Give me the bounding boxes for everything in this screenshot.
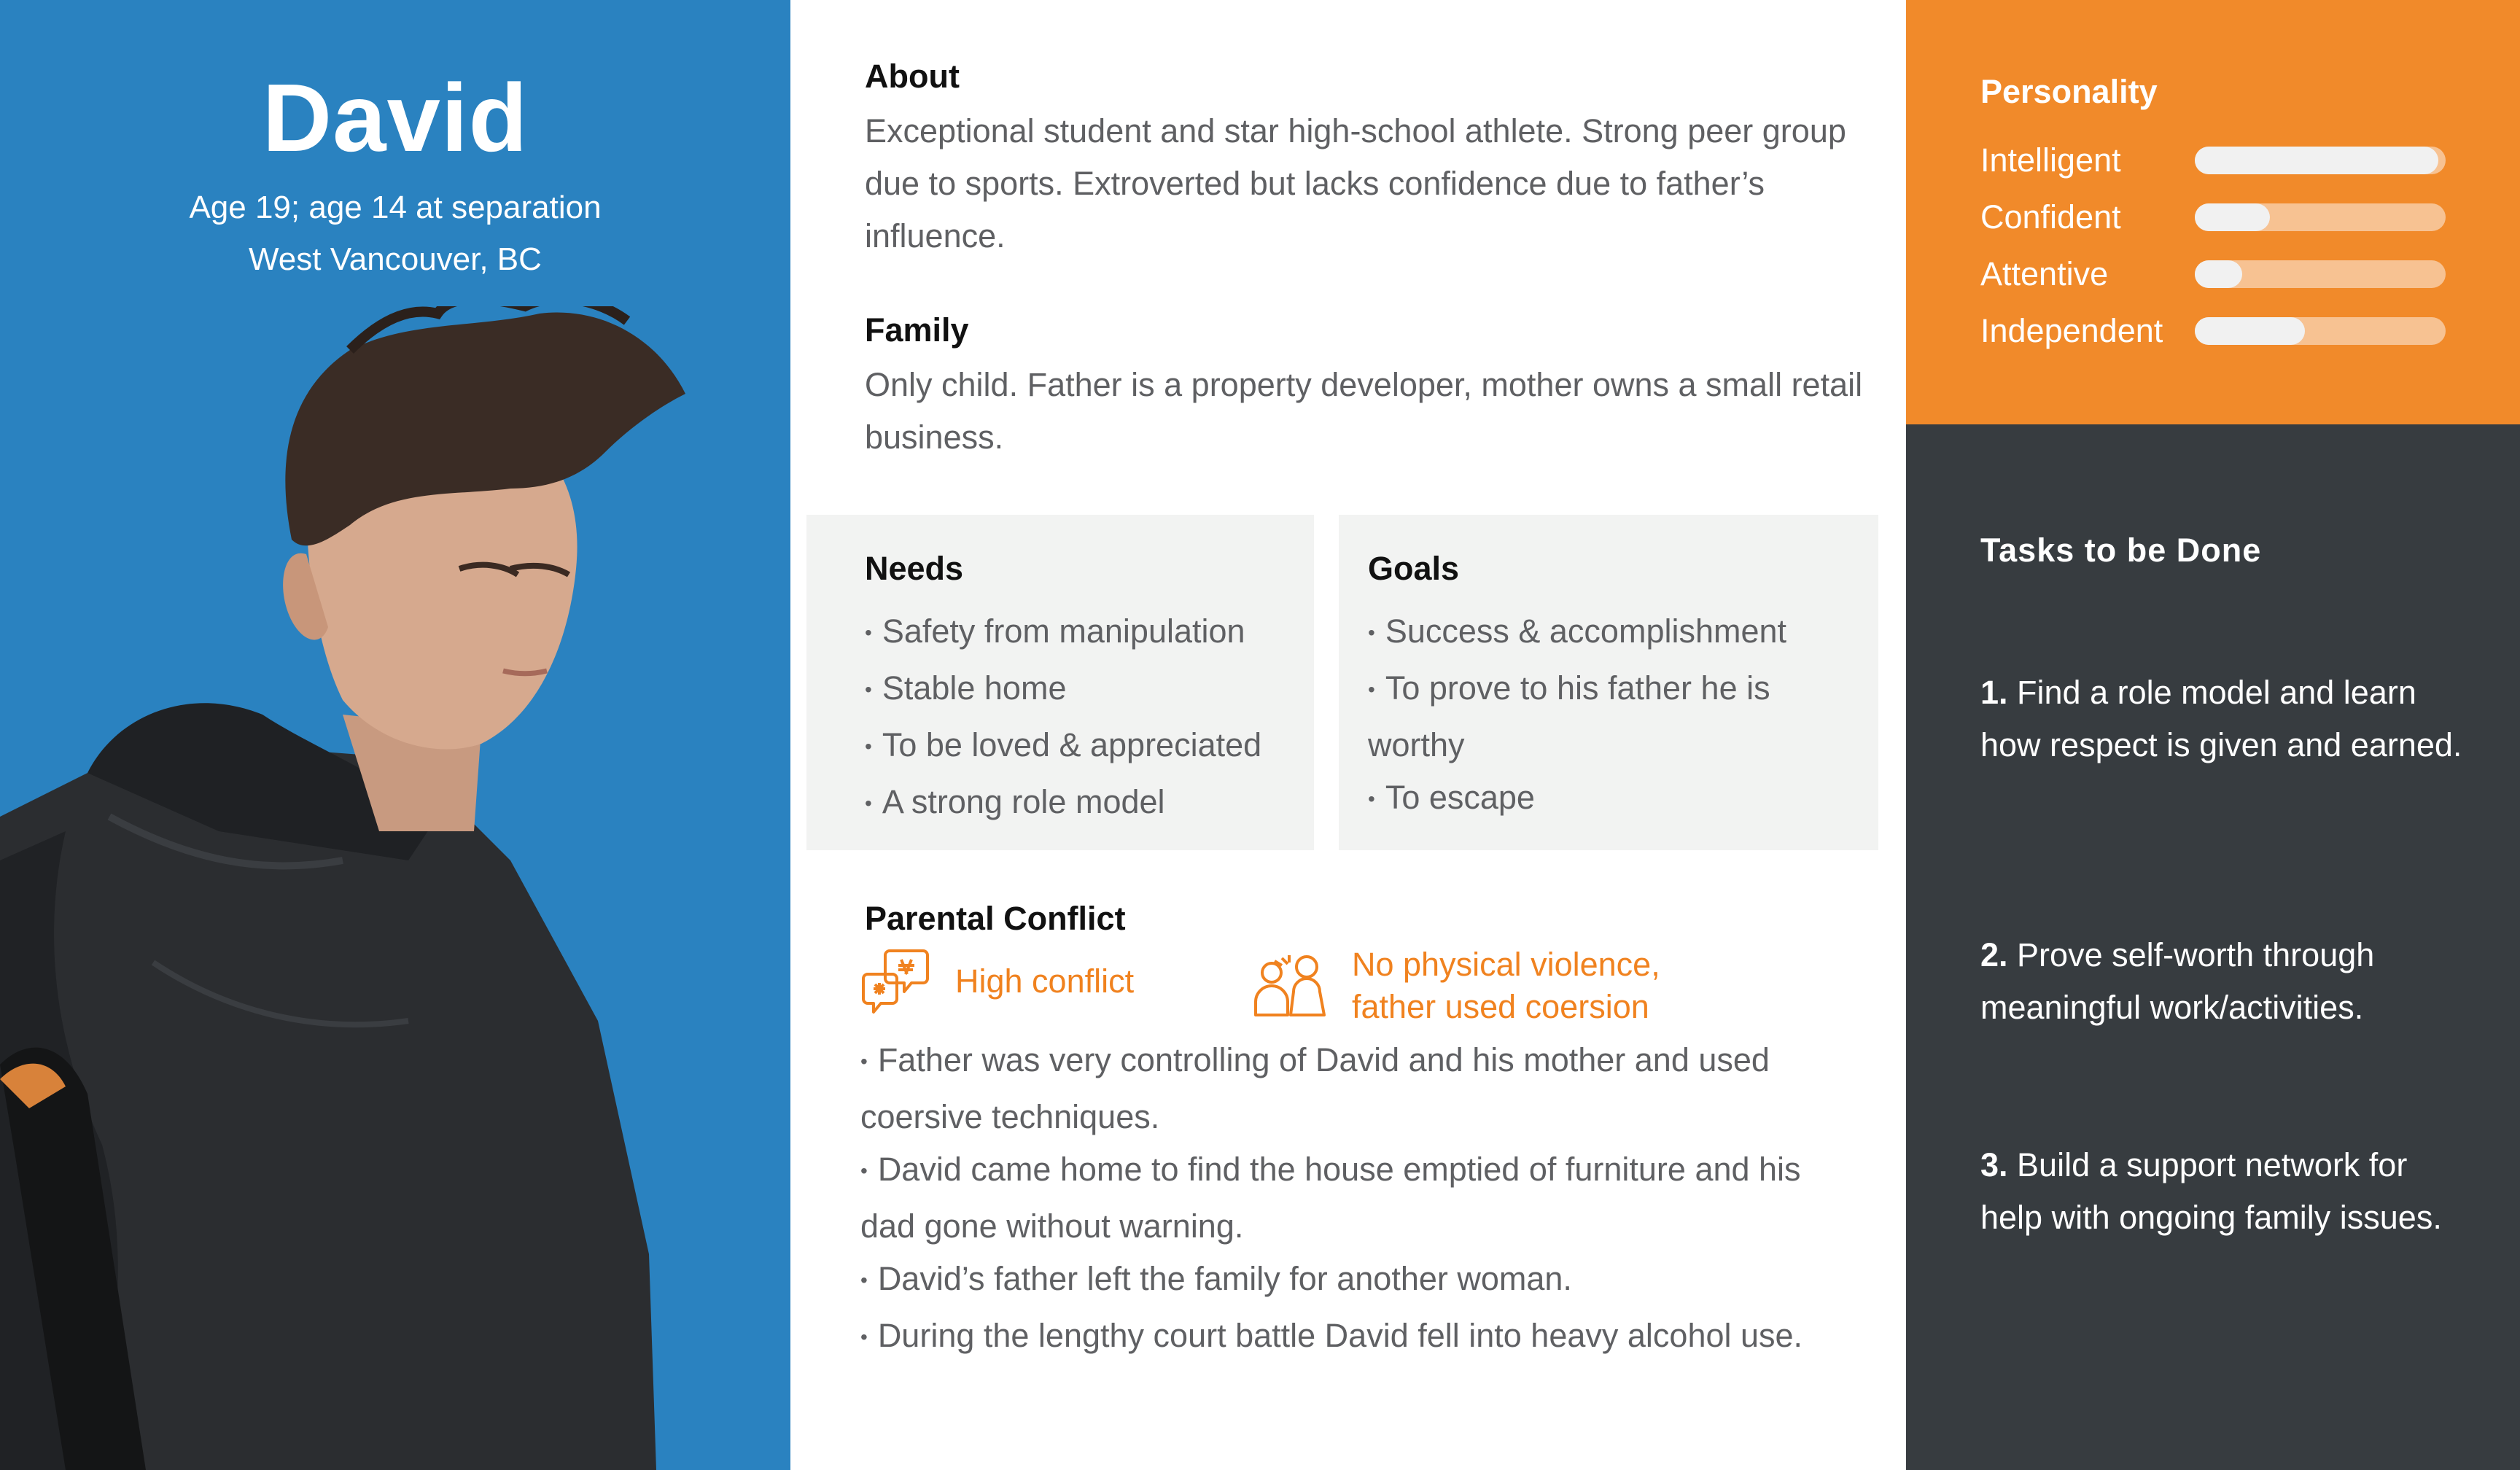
task-number: 3.	[1980, 1146, 2008, 1183]
trait-bar	[2195, 203, 2446, 231]
trait-bar	[2195, 317, 2446, 345]
parental-conflict-heading: Parental Conflict	[865, 900, 1126, 937]
needs-heading: Needs	[865, 550, 964, 587]
conflict-list	[860, 1034, 1823, 1366]
task-item	[1980, 666, 2476, 771]
about-heading: About	[865, 58, 960, 95]
about-text: Exceptional student and star high-school athlete. Strong peer group due to sports. Extroverted but lacks confidence due to father’s influence.	[865, 112, 1846, 254]
needs-list	[865, 605, 1302, 833]
list-item: • A strong role model	[865, 776, 1302, 833]
trait-bar-fill	[2195, 260, 2242, 288]
trait-bar-fill	[2195, 317, 2305, 345]
high-conflict-label: High conflict	[955, 962, 1135, 1000]
persona-panel	[0, 0, 790, 1470]
persona-photo	[0, 306, 790, 1470]
trait-bar-fill	[2195, 203, 2270, 231]
list-item: • To be loved & appreciated	[865, 719, 1302, 776]
list-item: • David came home to find the house emptied of furniture and his dad gone without warning.	[860, 1143, 1823, 1253]
family-heading: Family	[865, 311, 969, 349]
list-item: • During the lengthy court battle David fell into heavy alcohol use.	[860, 1310, 1823, 1366]
persona-location: West Vancouver, BC	[249, 241, 542, 277]
persona-name: David	[262, 64, 529, 171]
task-number: 2.	[1980, 936, 2008, 973]
task-item	[1980, 1139, 2476, 1244]
trait-label: Intelligent	[1980, 141, 2121, 179]
persona-age: Age 19; age 14 at separation	[189, 190, 602, 225]
list-item: • To escape	[1368, 771, 1835, 828]
no-violence-line-2: father used coersion	[1352, 988, 1649, 1025]
task-item	[1980, 929, 2476, 1034]
family-text: Only child. Father is a property developer, mother owns a small retail business.	[865, 366, 1863, 456]
personality-heading: Personality	[1980, 73, 2158, 110]
goals-heading: Goals	[1368, 550, 1460, 587]
trait-label: Attentive	[1980, 255, 2109, 292]
two-people-icon	[1245, 951, 1333, 1018]
trait-bar-fill	[2195, 147, 2438, 174]
list-item: • Success & accomplishment	[1368, 605, 1835, 662]
task-text: Find a role model and learn how respect is given and earned.	[1980, 674, 2462, 763]
task-number: 1.	[1980, 674, 2008, 711]
tasks-heading: Tasks to be Done	[1980, 532, 2262, 569]
list-item: • Stable home	[865, 662, 1302, 719]
no-violence-label	[1352, 944, 1660, 1028]
list-item: • David’s father left the family for another woman.	[860, 1253, 1823, 1310]
task-text: Build a support network for help with ongoing family issues.	[1980, 1146, 2442, 1236]
trait-bar	[2195, 260, 2446, 288]
no-violence-line-1: No physical violence,	[1352, 946, 1660, 983]
speech-bubbles-icon	[860, 945, 933, 1018]
list-item: • To prove to his father he is worthy	[1368, 662, 1835, 771]
trait-label: Confident	[1980, 198, 2121, 236]
goals-list	[1368, 605, 1835, 828]
task-text: Prove self-worth through meaningful work/activities.	[1980, 936, 2375, 1026]
trait-label: Independent	[1980, 312, 2163, 349]
list-item: • Safety from manipulation	[865, 605, 1302, 662]
trait-bar	[2195, 147, 2446, 174]
list-item: • Father was very controlling of David and his mother and used coersive techniques.	[860, 1034, 1823, 1143]
